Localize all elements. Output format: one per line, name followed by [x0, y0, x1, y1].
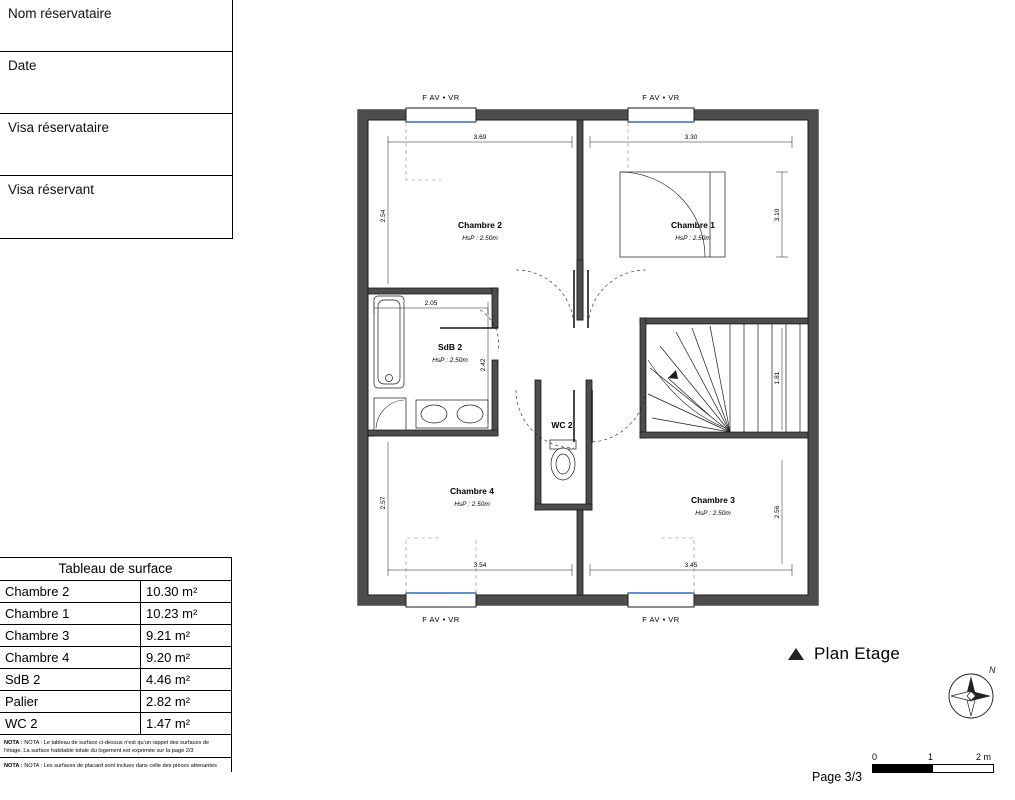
signature-label: Date [8, 58, 37, 73]
room-hsp-chambre-2: HsP : 2.50m [462, 235, 498, 242]
room-label-sdb-2: SdB 2 [437, 342, 463, 352]
table-row [0, 603, 231, 625]
surface-table-note-2 [0, 757, 231, 772]
signature-label: Visa réservant [8, 182, 95, 197]
dim-left-upper: 2.54 [380, 209, 387, 223]
surface-room-value: 10.30 m² [146, 584, 198, 599]
surface-room-value: 10.23 m² [146, 606, 198, 621]
scale-tick-2: 2 m [976, 752, 992, 762]
window-label-bottom-left: F AV • VR [422, 615, 460, 624]
page-number: Page 3/3 [812, 770, 863, 784]
dim-sdb-height: 2.42 [480, 358, 487, 372]
scale-seg [933, 765, 993, 772]
surface-room-value: 9.21 m² [146, 628, 191, 643]
staircase [646, 324, 808, 432]
note-label: NOTA : [4, 740, 23, 746]
surface-table-title: Tableau de surface [0, 558, 231, 581]
dim-right-lower: 2.56 [774, 505, 781, 519]
plan-title-label: Plan Etage [814, 644, 901, 663]
dim-sdb-width: 2.05 [424, 300, 438, 307]
room-hsp-sdb-2: HsP : 2.50m [432, 357, 468, 364]
dim-left-lower: 2.57 [380, 496, 387, 510]
room-label-wc-2: WC 2 [551, 420, 573, 430]
scale-bar-graphic [872, 764, 994, 773]
room-label-chambre-3: Chambre 3 [691, 495, 735, 505]
table-row [0, 691, 231, 713]
dim-bottom-left: 3.54 [473, 562, 487, 569]
table-row [0, 713, 231, 735]
bathroom-fixtures [374, 296, 488, 430]
room-hsp-chambre-3: HsP : 2.50m [695, 510, 731, 517]
room-label-chambre-1: Chambre 1 [671, 220, 715, 230]
closet-chambre-1 [620, 172, 725, 257]
signature-row-date [0, 52, 232, 114]
surface-room-name: Chambre 1 [0, 603, 141, 624]
dim-right-mid: 1.81 [774, 371, 781, 385]
room-label-chambre-4: Chambre 4 [450, 486, 494, 496]
signature-row-visa-reservant [0, 176, 232, 238]
surface-room-value: 9.20 m² [146, 650, 191, 665]
table-row [0, 581, 231, 603]
dim-top-right: 3.30 [684, 134, 698, 141]
note-text: NOTA : Le tableau de surface ci-dessus n'est qu'un rappel des surfaces de l'étage. La surface habitable totale du logement est exprimée sur la page 2/3 [4, 740, 210, 755]
surface-room-name: WC 2 [0, 713, 141, 734]
window-label-bottom-right: F AV • VR [642, 615, 680, 624]
dim-bottom-right: 3.45 [684, 562, 698, 569]
surface-room-name: Chambre 4 [0, 647, 141, 668]
dim-top-left: 3.69 [473, 134, 487, 141]
plan-title-legend [788, 644, 900, 664]
scale-seg [873, 765, 933, 772]
scale-tick-1: 1 [928, 752, 934, 762]
window-label-top-right: F AV • VR [642, 93, 680, 102]
scale-ticks [872, 752, 994, 764]
floor-plan-drawing [330, 60, 850, 640]
signature-block [0, 0, 233, 239]
signature-label: Nom réservataire [8, 6, 112, 21]
note-text: NOTA : Les surfaces de placard sont inclues dans celle des pièces attenantes [24, 763, 217, 770]
surface-room-name: SdB 2 [0, 669, 141, 690]
signature-row-visa-reservataire [0, 114, 232, 176]
scale-tick-0: 0 [872, 752, 878, 762]
table-row [0, 647, 231, 669]
signature-row-name [0, 0, 232, 52]
scale-bar [872, 752, 994, 773]
north-compass-icon [940, 663, 1002, 725]
surface-table-note-1 [0, 735, 231, 757]
dim-right-upper: 3.10 [774, 208, 781, 222]
table-row [0, 625, 231, 647]
triangle-marker-icon [788, 648, 804, 660]
surface-room-value: 1.47 m² [146, 716, 191, 731]
surface-room-name: Palier [0, 691, 141, 712]
surface-room-value: 4.46 m² [146, 672, 191, 687]
surface-room-name: Chambre 3 [0, 625, 141, 646]
surface-room-value: 2.82 m² [146, 694, 191, 709]
surface-room-name: Chambre 2 [0, 581, 141, 602]
compass-north-label: N [989, 665, 996, 675]
surface-table [0, 557, 232, 772]
window-label-top-left: F AV • VR [422, 93, 460, 102]
room-hsp-chambre-1: HsP : 2.50m [675, 235, 711, 242]
wc-fixture [550, 440, 576, 480]
room-hsp-chambre-4: HsP : 2.50m [454, 501, 490, 508]
signature-label: Visa réservataire [8, 120, 110, 135]
note-label: NOTA : [4, 763, 23, 770]
room-label-chambre-2: Chambre 2 [458, 220, 502, 230]
table-row [0, 669, 231, 691]
